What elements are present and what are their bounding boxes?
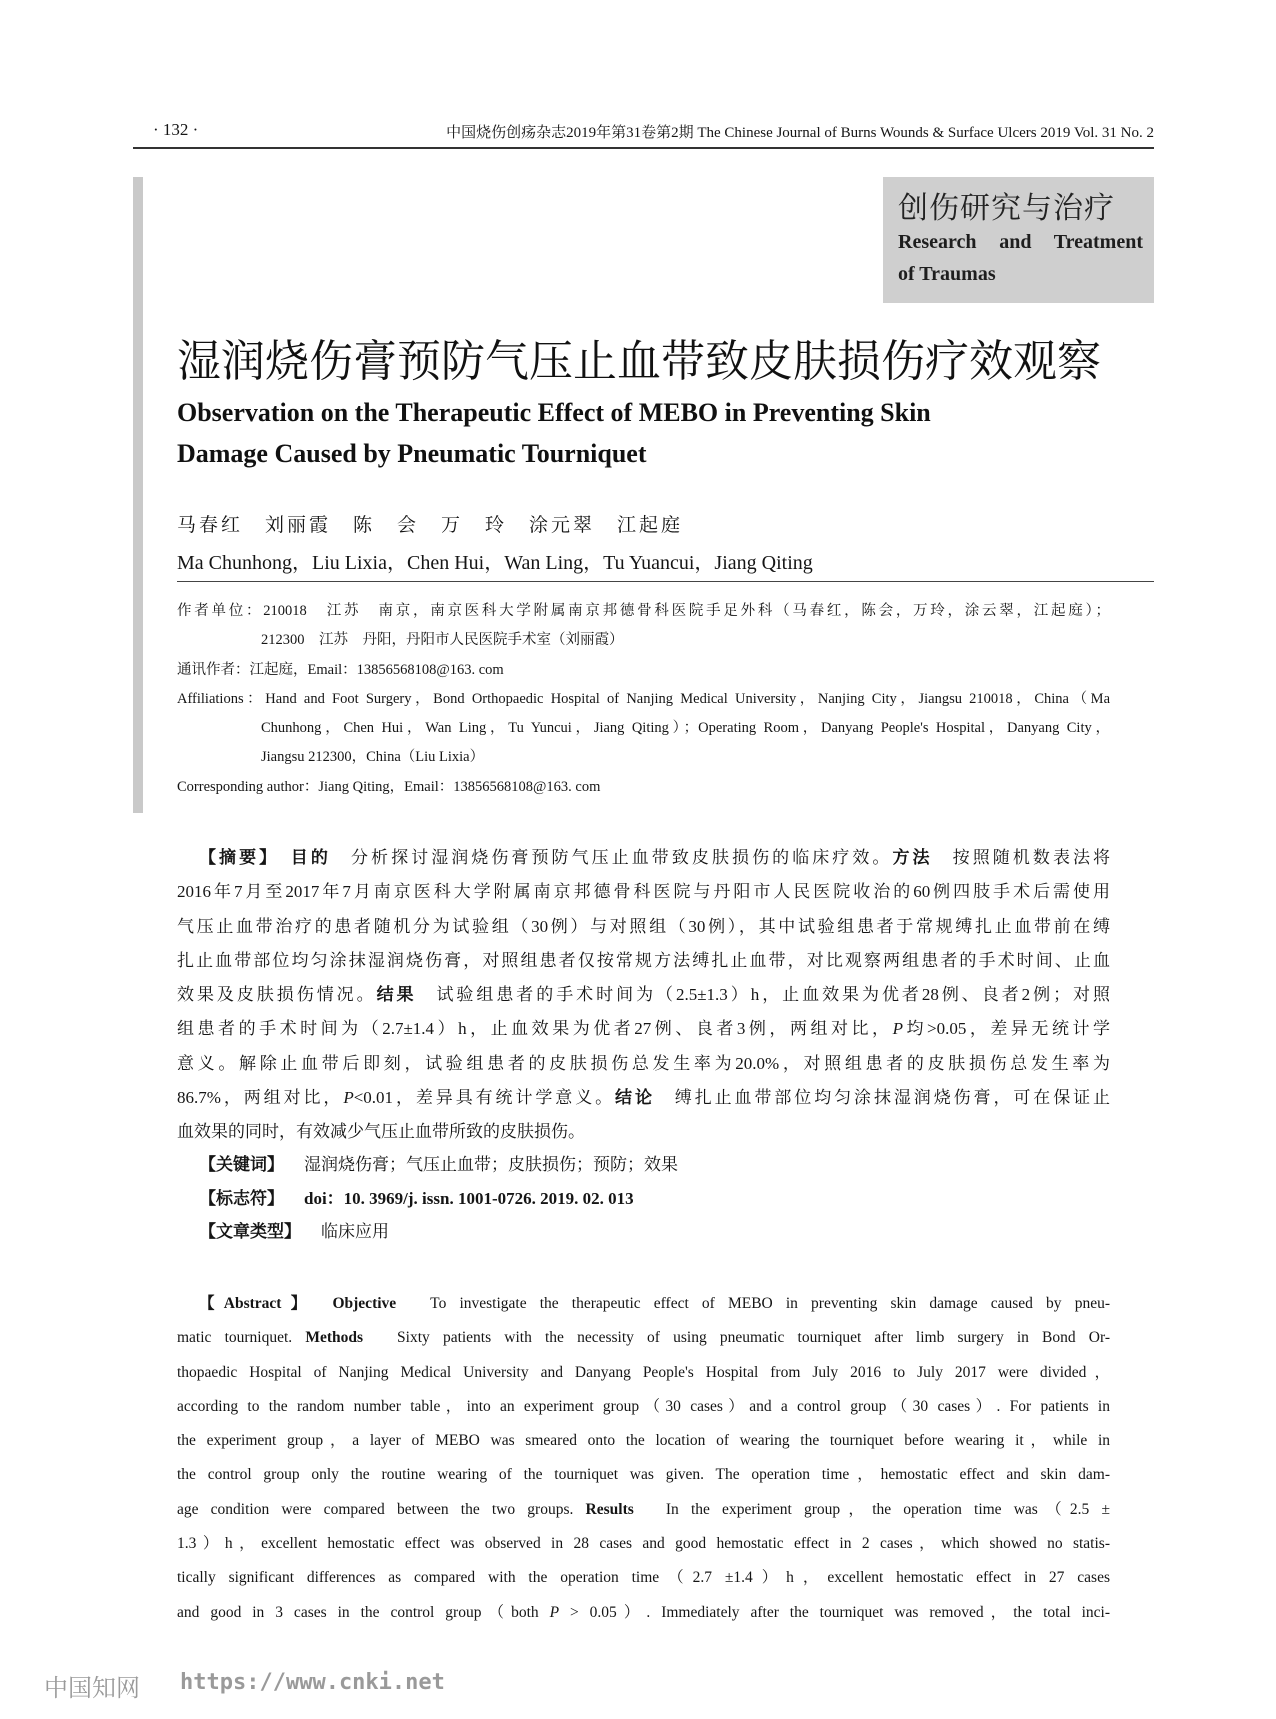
text-run: the control group only the routine wearing of the tourniquet was given. The operation time，hemostatic effect and skin dam- xyxy=(177,1466,1110,1484)
section-heading: 方法 xyxy=(892,848,933,867)
abstract-zh xyxy=(177,841,1110,1150)
text-run: 效果及皮肤损伤情况。 xyxy=(177,985,377,1005)
abstract-line xyxy=(177,944,1110,978)
column-side-bar xyxy=(133,177,143,813)
affiliation-row xyxy=(177,714,1110,743)
section-heading: 结果 xyxy=(376,985,417,1005)
text-run: > 0.05）. Immediately after the tourniquet was removed，the total inci- xyxy=(559,1603,1110,1621)
abstract-line xyxy=(177,1321,1110,1355)
keywords-row xyxy=(199,1148,678,1182)
abstract-line xyxy=(177,978,1110,1012)
abstract-line xyxy=(177,1458,1110,1492)
text-run xyxy=(271,848,291,867)
text-run: 86.7%，两组对比， xyxy=(177,1088,344,1108)
article-type-value: 临床应用 xyxy=(321,1222,389,1242)
text-run: 均>0.05，差异无统计学 xyxy=(902,1019,1110,1039)
section-heading: 【摘要】 xyxy=(199,848,271,867)
cnki-watermark-logo: 中国知网 xyxy=(44,1674,140,1702)
affiliation-label: Affiliations： xyxy=(177,690,266,707)
column-label-zh: 创伤研究与治疗 xyxy=(898,192,1115,225)
abstract-line xyxy=(177,1356,1110,1390)
title-en-line: Damage Caused by Pneumatic Tourniquet xyxy=(177,439,647,468)
affiliation-row xyxy=(177,597,1110,626)
section-heading: 【Abstract】 xyxy=(199,1295,308,1312)
text-run: 1.3）h，excellent hemostatic effect was observed in 28 cases and good hemostatic effect in 2 cases，which showed no statis- xyxy=(177,1535,1110,1553)
text-run: 组患者的手术时间为（2.7±1.4）h，止血效果为优者27例、良者3例，两组对比， xyxy=(177,1019,893,1039)
section-heading: Results xyxy=(585,1500,634,1518)
article-type-label: 【文章类型】 xyxy=(199,1222,301,1242)
affiliation-text: Hand and Foot Surgery，Bond Orthopaedic Hospital of Nanjing Medical University，Nanjing City，Jiangsu 210018，China（Ma xyxy=(265,690,1110,707)
section-heading: 结论 xyxy=(615,1088,655,1108)
article-title-en xyxy=(177,392,931,474)
abstract-line xyxy=(177,1287,1110,1321)
abstract-line xyxy=(177,1561,1110,1595)
affiliation-text: 210018 江苏 南京，南京医科大学附属南京邦德骨科医院手足外科（马春红，陈会，万玲，涂云翠，江起庭）； xyxy=(263,603,1111,619)
affiliation-label: Corresponding author： xyxy=(177,778,319,795)
abstract-line xyxy=(177,1081,1110,1115)
abstract-en xyxy=(177,1287,1110,1630)
text-run: 血效果的同时，有效减少气压止血带所致的皮肤损伤。 xyxy=(177,1122,585,1142)
affiliation-text: Jiangsu 212300，China（Liu Lixia） xyxy=(261,749,485,766)
text-run: and good in 3 cases in the control group（both xyxy=(177,1603,550,1621)
abstract-line xyxy=(177,1493,1110,1527)
affiliation-row xyxy=(177,685,1110,714)
text-run: tically significant differences as compared with the operation time（2.7 ±1.4）h，excellent hemostatic effect in 27 cases xyxy=(177,1569,1110,1587)
article-type-row xyxy=(199,1215,678,1249)
affiliation-row xyxy=(177,626,1110,655)
header-rule xyxy=(133,147,1154,149)
abstract-line xyxy=(177,1596,1110,1630)
abstract-line xyxy=(177,841,1110,875)
abstract-line xyxy=(177,875,1110,909)
affiliation-label: 作者单位： xyxy=(177,603,264,619)
column-label-en-line2: of Traumas xyxy=(898,263,996,285)
text-run: In the experiment group，the operation time was（2.5 ± xyxy=(633,1500,1110,1518)
abstract-line xyxy=(177,1047,1110,1081)
keywords-value: 湿润烧伤膏；气压止血带；皮肤损伤；预防；效果 xyxy=(304,1155,678,1174)
statistic-variable: P xyxy=(892,1019,903,1039)
section-heading: Methods xyxy=(305,1329,364,1347)
affiliation-label: 通讯作者： xyxy=(177,661,250,678)
authors-rule xyxy=(177,581,1154,582)
affiliation-row xyxy=(177,773,1110,802)
authors-en: Ma Chunhong，Liu Lixia，Chen Hui，Wan Ling，Tu Yuancui，Jiang Qiting xyxy=(177,552,813,574)
doi-row xyxy=(199,1182,678,1216)
text-run: 按照随机数表法将 xyxy=(932,848,1111,867)
column-label-box xyxy=(883,177,1154,303)
text-run: 意义。解除止血带后即刻，试验组患者的皮肤损伤总发生率为20.0%，对照组患者的皮肤损伤总发生率为 xyxy=(177,1053,1110,1073)
statistic-variable: P xyxy=(549,1603,560,1621)
text-run: To investigate the therapeutic effect of MEBO in preventing skin damage caused by pneu- xyxy=(396,1295,1110,1312)
column-label-en-line1: Research and Treatment xyxy=(898,231,1143,253)
affiliation-text: 212300 江苏 丹阳，丹阳市人民医院手术室（刘丽霞） xyxy=(261,632,624,649)
text-run: 缚扎止血带部位均匀涂抹湿润烧伤膏，可在保证止 xyxy=(654,1088,1111,1108)
text-run: age condition were compared between the two groups. xyxy=(177,1500,586,1518)
abstract-line xyxy=(177,1390,1110,1424)
text-run xyxy=(308,1295,333,1312)
affiliation-text: 江起庭，Email：13856568108@163. com xyxy=(249,661,504,678)
keywords-label: 【关键词】 xyxy=(199,1155,284,1174)
text-run: the experiment group，a layer of MEBO was smeared onto the location of wearing the tourniquet before wearing it，while in xyxy=(177,1432,1110,1450)
doi-value: doi：10. 3969/j. issn. 1001-0726. 2019. 02. 013 xyxy=(304,1188,634,1208)
cnki-watermark-url: https://www.cnki.net xyxy=(180,1670,445,1695)
statistic-variable: P xyxy=(343,1088,354,1108)
affiliation-row xyxy=(177,656,1110,685)
text-run: 分析探讨湿润烧伤膏预防气压止血带致皮肤损伤的临床疗效。 xyxy=(330,848,893,867)
authors-zh: 马春红 刘丽霞 陈 会 万 玲 涂元翠 江起庭 xyxy=(177,515,684,536)
abstract-line xyxy=(177,1424,1110,1458)
doi-label: 【标志符】 xyxy=(199,1188,284,1208)
page-number: · 132 · xyxy=(153,120,199,139)
affiliation-text: Chunhong，Chen Hui，Wan Ling，Tu Yuncui，Jiang Qiting）；Operating Room，Danyang People's Hospital，Danyang City， xyxy=(261,720,1110,737)
affiliations-block xyxy=(177,597,1110,802)
section-heading: 目的 xyxy=(290,848,331,867)
journal-running-head: 中国烧伤创疡杂志2019年第31卷第2期 The Chinese Journal of Burns Wounds & Surface Ulcers 2019 Vol. 31 No. 2 xyxy=(446,125,1154,141)
text-run: thopaedic Hospital of Nanjing Medical University and Danyang People's Hospital from July 2016 to July 2017 were divided， xyxy=(177,1363,1110,1381)
title-en-line: Observation on the Therapeutic Effect of MEBO in Preventing Skin xyxy=(177,398,931,427)
affiliation-text: Jiang Qiting，Email：13856568108@163. com xyxy=(318,778,601,795)
article-meta xyxy=(199,1148,678,1249)
text-run: according to the random number table，into an experiment group（30 cases）and a control group（30 cases）. For patients in xyxy=(177,1397,1110,1415)
text-run: Sixty patients with the necessity of using pneumatic tourniquet after limb surgery in Bond Or- xyxy=(363,1329,1110,1347)
text-run: matic tourniquet. xyxy=(177,1329,306,1347)
abstract-line xyxy=(177,1527,1110,1561)
article-title-zh: 湿润烧伤膏预防气压止血带致皮肤损伤疗效观察 xyxy=(177,337,1101,386)
section-heading: Objective xyxy=(332,1295,397,1312)
abstract-line xyxy=(177,1115,1110,1149)
abstract-line xyxy=(177,910,1110,944)
affiliation-row xyxy=(177,743,1110,772)
text-run: 扎止血带部位均匀涂抹湿润烧伤膏，对照组患者仅按常规方法缚扎止血带，对比观察两组患者的手术时间、止血 xyxy=(177,950,1110,970)
abstract-line xyxy=(177,1012,1110,1046)
text-run: 试验组患者的手术时间为（2.5±1.3）h，止血效果为优者28例、良者2例；对照 xyxy=(416,985,1110,1005)
text-run: 2016年7月至2017年7月南京医科大学附属南京邦德骨科医院与丹阳市人民医院收治的60例四肢手术后需使用 xyxy=(177,882,1110,902)
text-run: 气压止血带治疗的患者随机分为试验组（30例）与对照组（30例），其中试验组患者于常规缚扎止血带前在缚 xyxy=(177,916,1110,936)
text-run: <0.01，差异具有统计学意义。 xyxy=(353,1088,616,1108)
